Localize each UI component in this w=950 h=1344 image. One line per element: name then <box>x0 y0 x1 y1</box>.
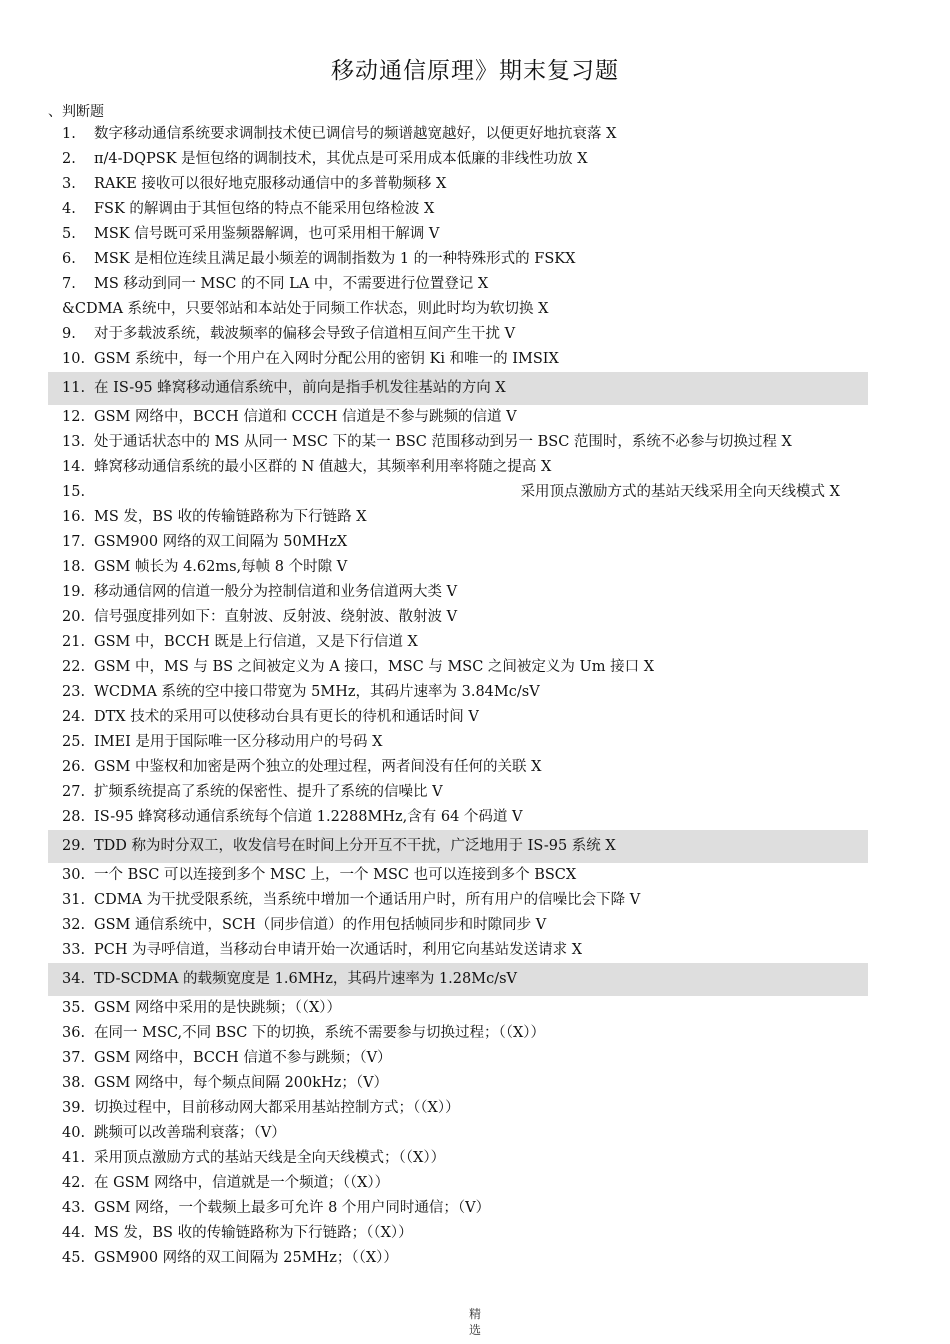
item-text: MSK 是相位连续且满足最小频差的调制指数为 1 的一种特殊形式的 FSKX <box>94 251 576 267</box>
item-text: GSM 通信系统中，SCH（同步信道）的作用包括帧同步和时隙同步 V <box>94 917 547 933</box>
list-item <box>48 1246 868 1271</box>
item-number: 12. <box>62 409 86 425</box>
item-text: 对于多载波系统，载波频率的偏移会导致子信道相互间产生干扰 V <box>94 326 516 342</box>
item-number: 29. <box>62 838 86 854</box>
item-text: PCH 为寻呼信道，当移动台申请开始一次通话时，利用它向基站发送请求 X <box>94 942 583 958</box>
item-text: FSK 的解调由于其恒包络的特点不能采用包络检波 X <box>94 201 435 217</box>
item-number: 26. <box>62 759 86 775</box>
item-number: 24. <box>62 709 86 725</box>
list-item <box>48 655 868 680</box>
list-item <box>48 680 868 705</box>
list-item <box>48 347 868 372</box>
list-item <box>48 805 868 830</box>
item-number: 1. <box>62 126 76 142</box>
list-item <box>48 322 868 347</box>
item-number: 15. <box>62 484 86 500</box>
item-number: 10. <box>62 351 86 367</box>
item-number: 16. <box>62 509 86 525</box>
item-text: WCDMA 系统的空中接口带宽为 5MHz，其码片速率为 3.84Mc/sV <box>94 684 540 700</box>
list-item <box>48 780 868 805</box>
item-number: 42. <box>62 1175 86 1191</box>
list-item <box>48 430 868 455</box>
item-text: 在 GSM 网络中，信道就是一个频道；（（X）） <box>94 1175 390 1191</box>
item-text: IS-95 蜂窝移动通信系统每个信道 1.2288MHz,含有 64 个码道 V <box>94 809 523 825</box>
item-number: 6. <box>62 251 76 267</box>
item-number: 4. <box>62 201 76 217</box>
item-text: 处于通话状态中的 MS 从同一 MSC 下的某一 BSC 范围移动到另一 BSC 范围时，系统不必参与切换过程 X <box>94 434 792 450</box>
list-item <box>48 1046 868 1071</box>
item-number: 25. <box>62 734 86 750</box>
list-item <box>48 147 868 172</box>
item-number: 27. <box>62 784 86 800</box>
item-number: 14. <box>62 459 86 475</box>
list-item <box>48 605 868 630</box>
item-text: TDD 称为时分双工，收发信号在时间上分开互不干扰，广泛地用于 IS-95 系统 X <box>94 838 616 854</box>
list-item <box>48 197 868 222</box>
list-item <box>48 996 868 1021</box>
list-item <box>48 580 868 605</box>
item-text: GSM 中，BCCH 既是上行信道，又是下行信道 X <box>94 634 418 650</box>
item-text: CDMA 为干扰受限系统，当系统中增加一个通话用户时，所有用户的信噪比会下降 V <box>94 892 641 908</box>
item-text: TD-SCDMA 的载频宽度是 1.6MHz，其码片速率为 1.28Mc/sV <box>94 971 518 987</box>
item-text: 扩频系统提高了系统的保密性、提升了系统的信噪比 V <box>94 784 443 800</box>
item-number: 11. <box>62 380 86 396</box>
item-number: 37. <box>62 1050 86 1066</box>
item-number: 7. <box>62 276 76 292</box>
item-number: 41. <box>62 1150 86 1166</box>
list-item <box>48 1096 868 1121</box>
item-text: 在同一 MSC,不同 BSC 下的切换，系统不需要参与切换过程；（（X）） <box>94 1025 546 1041</box>
list-item <box>48 480 868 505</box>
list-item <box>48 455 868 480</box>
item-text: GSM 网络中采用的是快跳频；（（X）） <box>94 1000 342 1016</box>
item-text: MS 移动到同一 MSC 的不同 LA 中，不需要进行位置登记 X <box>94 276 489 292</box>
list-item <box>48 405 868 430</box>
item-text: GSM 网络中，每个频点间隔 200kHz；（V） <box>94 1075 389 1091</box>
item-text: RAKE 接收可以很好地克服移动通信中的多普勒频移 X <box>94 176 447 192</box>
item-text: GSM 中，MS 与 BS 之间被定义为 A 接口，MSC 与 MSC 之间被定义为 Um 接口 X <box>94 659 655 675</box>
list-item <box>48 272 868 297</box>
section-heading: 、判断题 <box>48 104 104 120</box>
list-item <box>48 530 868 555</box>
item-text: GSM900 网络的双工间隔为 25MHz；（（X）） <box>94 1250 398 1266</box>
list-item <box>48 1196 868 1221</box>
item-number: 44. <box>62 1225 86 1241</box>
item-number: 32. <box>62 917 86 933</box>
footer-mark: 选 <box>468 1323 481 1337</box>
list-item <box>48 247 868 272</box>
item-text: 采用顶点激励方式的基站天线是全向天线模式；（（X）） <box>94 1150 446 1166</box>
list-item <box>48 1221 868 1246</box>
item-text: MS 发，BS 收的传输链路称为下行链路 X <box>94 509 367 525</box>
item-number: 3. <box>62 176 76 192</box>
item-number: 23. <box>62 684 86 700</box>
item-number: 30. <box>62 867 86 883</box>
item-text: GSM 网络中，BCCH 信道不参与跳频；（V） <box>94 1050 392 1066</box>
item-number: 39. <box>62 1100 86 1116</box>
item-text: 采用顶点激励方式的基站天线采用全向天线模式 X <box>520 484 840 500</box>
item-number: 19. <box>62 584 86 600</box>
item-text: 在 IS-95 蜂窝移动通信系统中，前向是指手机发往基站的方向 X <box>94 380 506 396</box>
item-text: MS 发，BS 收的传输链路称为下行链路；（（X）） <box>94 1225 413 1241</box>
list-item <box>48 913 868 938</box>
item-number: 43. <box>62 1200 86 1216</box>
item-number: 33. <box>62 942 86 958</box>
item-number: 22. <box>62 659 86 675</box>
item-number: 34. <box>62 971 86 987</box>
footer-mark: 精 <box>468 1307 481 1321</box>
list-item <box>48 755 868 780</box>
list-item <box>48 505 868 530</box>
item-text: 蜂窝移动通信系统的最小区群的 N 值越大，其频率利用率将随之提高 X <box>94 459 552 475</box>
list-item <box>48 1146 868 1171</box>
item-number: 35. <box>62 1000 86 1016</box>
list-item <box>48 630 868 655</box>
item-number: 5. <box>62 226 76 242</box>
item-text: GSM 帧长为 4.62ms,每帧 8 个时隙 V <box>94 559 348 575</box>
list-item <box>48 222 868 247</box>
list-item <box>48 297 868 322</box>
item-number: 40. <box>62 1125 86 1141</box>
list-item <box>48 938 868 963</box>
item-number: 31. <box>62 892 86 908</box>
list-item <box>48 705 868 730</box>
item-text: 数字移动通信系统要求调制技术使已调信号的频谱越宽越好，以便更好地抗衰落 X <box>94 126 617 142</box>
item-number: 2. <box>62 151 76 167</box>
item-text: 移动通信网的信道一般分为控制信道和业务信道两大类 V <box>94 584 458 600</box>
item-number: 13. <box>62 434 86 450</box>
list-item <box>48 863 868 888</box>
item-text: 切换过程中，目前移动网大都采用基站控制方式；（（X）） <box>94 1100 460 1116</box>
item-text: IMEI 是用于国际唯一区分移动用户的号码 X <box>94 734 383 750</box>
item-number: 38. <box>62 1075 86 1091</box>
item-text: GSM 网络中，BCCH 信道和 CCCH 信道是不参与跳频的信道 V <box>94 409 517 425</box>
item-text: 一个 BSC 可以连接到多个 MSC 上，一个 MSC 也可以连接到多个 BSCX <box>94 867 577 883</box>
list-item <box>48 730 868 755</box>
item-text: DTX 技术的采用可以使移动台具有更长的待机和通话时间 V <box>94 709 479 725</box>
list-item-highlighted <box>48 963 868 996</box>
item-text: GSM 系统中，每一个用户在入网时分配公用的密钥 Ki 和唯一的 IMSIX <box>94 351 559 367</box>
item-number: 21. <box>62 634 86 650</box>
page-title: 移动通信原理》期末复习题 <box>331 58 619 84</box>
question-list <box>0 122 950 1271</box>
item-number: 45. <box>62 1250 86 1266</box>
list-item-highlighted <box>48 372 868 405</box>
item-number: 36. <box>62 1025 86 1041</box>
list-item <box>48 555 868 580</box>
list-item <box>48 1171 868 1196</box>
list-item <box>48 1121 868 1146</box>
list-item-highlighted <box>48 830 868 863</box>
list-item <box>48 1021 868 1046</box>
item-number: 20. <box>62 609 86 625</box>
item-text: 信号强度排列如下：直射波、反射波、绕射波、散射波 V <box>94 609 458 625</box>
item-number: 9. <box>62 326 76 342</box>
item-number: 28. <box>62 809 86 825</box>
item-number: 17. <box>62 534 86 550</box>
list-item <box>48 1071 868 1096</box>
item-number: 18. <box>62 559 86 575</box>
item-text: GSM 中鉴权和加密是两个独立的处理过程，两者间没有任何的关联 X <box>94 759 542 775</box>
item-text: GSM 网络，一个载频上最多可允许 8 个用户同时通信；（V） <box>94 1200 491 1216</box>
list-item <box>48 122 868 147</box>
list-item <box>48 172 868 197</box>
list-item <box>48 888 868 913</box>
item-text: &CDMA 系统中，只要邻站和本站处于同频工作状态，则此时均为软切换 X <box>62 301 549 317</box>
item-text: 跳频可以改善瑞利衰落；（V） <box>94 1125 286 1141</box>
item-text: GSM900 网络的双工间隔为 50MHzX <box>94 534 348 550</box>
item-text: MSK 信号既可采用鉴频器解调，也可采用相干解调 V <box>94 226 440 242</box>
item-text: π/4-DQPSK 是恒包络的调制技术，其优点是可采用成本低廉的非线性功放 X <box>94 151 588 167</box>
